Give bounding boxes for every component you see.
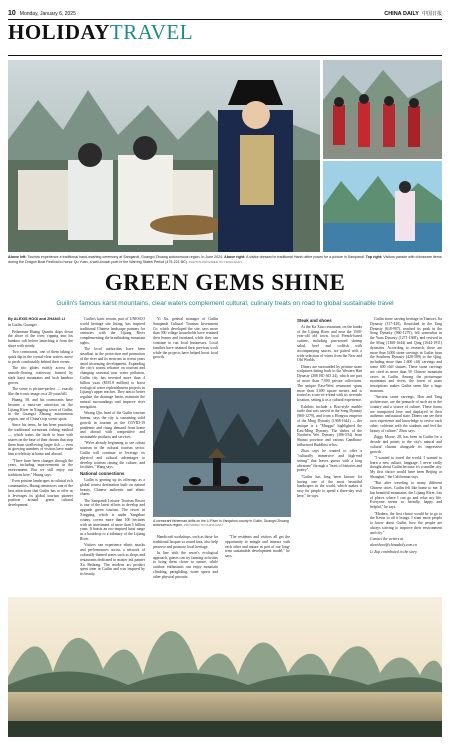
paragraph: The local authorities have been steadfast in the protection and promotion of the river and its environs in recent years amid increasing development. Expanding the city's tourist reliance on tourism and changing seasonal tour water pollution, Guilin city has invested more than 4 billion yuan ($555.8 million) to boost ecological water replenishment projects in Lijiang's upper reaches. They aim to better regulate the drainage basin, maintain the natural surroundings and improve river navigation. <box>80 347 145 409</box>
deck: Guilin's famous karst mountains, clear waters complement cultural, culinary treats on road to global sustainable travel <box>56 300 394 307</box>
paragraph: The scene is picture-perfect — exactly like the iconic image on a 20-yuan bill. <box>8 386 73 396</box>
side-photo-dragon-boat-parade <box>323 60 442 159</box>
photo-captions <box>8 255 442 264</box>
paragraph: The Sanqiandi Leisure Tourism Resort is one of the latest efforts to develop and upgrade green tourism. The resort in Xingping, which is under Yangshuo county, covers more than 100 hectares with an investment of more than 5 billion yuan. It boasts an eco-inspired karst range as a backdrop to a tributary of the Lijiang River. <box>80 498 145 542</box>
paragraph: Fisherman Huang Quanfu skips down the shore of the river, ripping into his bamboo raft before launching it from the shore with steady. <box>8 329 73 348</box>
paragraph: Huang, 58, and his cormorants have become a must-see attraction on the Lijiang River in Xingping town of Guilin, in the Guangxi Zhuang autonomous region, one of China's top scenic spots. <box>8 397 73 422</box>
page-header <box>8 8 442 19</box>
paragraph: "There have been changes through the years, including improvements in the environment. But we still enjoy our traditions here," Huang says. <box>8 458 73 477</box>
paragraph: At the Ka Xiao restaurant, on the banks of the Lijiang River and near the 1500-year-old old town, local French-based cuisine, including pan-seared shrimp salad, beef and codfish with accompanying sauces, are paired with a wide selection of wines from the New and Old Worlds. <box>297 324 362 363</box>
paragraph: Guilin stone carving heritage in Tianwei, Jia Dynasty (317-420), flourished in the Tang Dynasty (618-907), reached its peak in the Song Dynasty (960-1279), fell somewhat in the Yuan Dynasty (1271-1368), and revived in the Ming (1368-1644) and Qing (1644-1911) dynasties. According to research, there are more than 3,000 stone carvings in Guilin from the Southern Dynasty (420-589) to the Qing, including more than 1,600 cliff carvings and some 600 cliff statues. These stone carvings are cited as more than 50 Chinese mountain caves in Guilin. Among the picturesque mountains and rivers, the forest of stone inscriptions makes Guilin seem like a huge museum. <box>370 317 442 393</box>
ceremony-illustration <box>8 60 320 252</box>
paragraph: Guilin is gearing up its offerings as a global tourist destination built on natural beauty, Chinese authentic and ethnic charm. <box>80 478 145 497</box>
article-column-3-bottom <box>153 535 218 594</box>
paragraph: Wuang Qin, head of the Guilin tourism bureau, says the city is sustaining solid growth in tourism as the COVID-19 pandemic and rising demand from home and abroad with competitive and sustainable products and services. <box>80 411 145 440</box>
paragraph: Since his teens, he has been practicing the traditional cormorant fishing method — which trains the birds to hunt with snares on the base of their throats that stop them from swallowing larger fish — even as growing numbers of visitors have made him a celebrity at home and abroad. <box>8 423 73 457</box>
paragraph: "Modern, the first choice would be to go to the Kevin to all it brings. I want more people to know about Guilin, how the people are always striving to improve their environment and city." <box>370 511 442 535</box>
page-number: 10 <box>8 10 16 17</box>
article-column-4-bottom <box>225 535 290 594</box>
karst-illustration <box>8 597 442 737</box>
masthead <box>384 10 442 17</box>
caption-label-above-left: Above left: <box>8 255 27 259</box>
mid-caption-text: A cormorant fisherman drifts on the Li River in Yangshuo county in Guilin, Guangxi Zhuang autonomous region. <box>153 519 289 528</box>
article-column-5 <box>297 317 362 594</box>
section-rule <box>8 55 442 56</box>
paragraph: Visitors can experience ethnic snacks and performances across a network of culturally themed zones such as shops and restaurants dedicated to master ink painter Xu Beihong. The modern art product spent time in Guilin and was inspired by its beauty. <box>80 543 145 577</box>
article-column-6 <box>370 317 442 594</box>
paragraph: The trio glides swiftly across the smooth-flowing waterway, framed by stark karst mountains and lush bamboo groves. <box>8 366 73 385</box>
side-photo-hanfu-visitor <box>323 161 442 252</box>
contact-email: alexishooi@chinadaily.com.cn <box>370 543 417 548</box>
caption-label-top-right: Top right: <box>365 255 383 259</box>
paragraph: Exhibits include a Bixi-style marble turtle that was carved in the Song Dynasty (960-1279), and from a Hongwu emperor of the Ming Dynasty (1368-1644) — the antique is a "Mingpu" highlighted the East-Ming Dynasty. The dishes of the Northern Wei Dynasty (386-534) from Shanxi province and various Gandhara-influenced Buddhist relics. <box>297 404 362 447</box>
mid-caption-credit: PROVIDED TO CHINA DAILY <box>183 523 224 528</box>
subheading-national-connections: National connections <box>80 471 125 477</box>
section-title <box>8 22 193 43</box>
caption-above-left: Tourists experience a traditional hand-washing ceremony at Sanqiandi, Guangxi Zhuang autonomous region, in June 2024. <box>27 255 224 259</box>
paragraph: Handicraft workshops, such as those for traditional lacquer or round fans, also help preserve and promote local heritage. <box>153 535 218 549</box>
paragraph: "But after traveling to many different Chinese cities, Guilin felt like home to me. It has beautiful mountains, the Lijiang River, lots of places where I can go and relax my life. Everyone seems so friendly, happy and helpful," he says. <box>370 481 442 510</box>
mid-photo-caption <box>153 519 291 527</box>
paragraph: In line with the resort's ecological approach, guests can try farming activities to bring them closer to nature, while outdoor enthusiasts can enjoy mountain climbing, paragliding, water sports and other physical pursuits. <box>153 550 218 579</box>
hanfu-illustration <box>323 161 442 252</box>
paragraph: Two cormorants, one of them taking a quick dip in the crystal-clear waters, move to perch comfortably behind their owner. <box>8 350 73 364</box>
byline-authors: By ALEXIS HOOI and ZHANG LI <box>8 317 66 321</box>
paragraph: "We're already beginning to see robust tourism in the cultural tourism sector. Guilin will continue to leverage its physical and cultural advantages to develop tourism timing the culture, and facilities," Wang says. <box>80 441 145 470</box>
issue-date: Monday, January 6, 2025 <box>19 10 76 17</box>
caption-label-above-right: Above right: <box>224 255 246 259</box>
contributor-note: Li Ziqi contributed to the story. <box>370 549 418 554</box>
byline-location: in Guilin, Guangxi <box>8 323 37 328</box>
headline: GREEN GEMS SHINE <box>104 270 346 295</box>
caption-credit: PHOTOS PROVIDED TO CHINA DAILY <box>188 259 243 264</box>
paragraph: Even pristine landscapes in cultural rich communities, Huang reminisces one of the best attractions that Guilin has to offer as it leverages its global tourism pioneer position around green cultural development. <box>8 479 73 508</box>
subheading-steak-and-shoes: Steak and shoes <box>297 318 332 323</box>
paragraph: "Guilin has long been known for having one of the most beautiful landscapes in the world, which makes it easy for people to spend a three-day visit here," he says. <box>297 474 362 498</box>
article-column-1 <box>8 317 73 594</box>
contact-line: Contact the writers at <box>370 537 404 542</box>
paragraph: Zhou says he wanted to offer a "culturally immersive and high-end setting" that leaves guests with a long aftertaste" through a "feast of histories and poetry". <box>297 449 362 473</box>
brand-name-cn: 中国日报 <box>421 11 442 17</box>
section-title-bold: HOLIDAY <box>8 20 110 44</box>
parade-illustration <box>323 60 442 159</box>
paragraph: "The residents and visitors all get the opportunity to mingle and interact with each other and nature as part of our long-term sustainable development model," he says. <box>225 535 290 559</box>
paragraph: Yi Xu, general manager of Guilin Sanqiandi Cultural Tourism Investment Co, which developed the site, says more than 500 village households have retained their homes and farmland, while they can continue to run local businesses. Local families have retained their previous work while the projects have helped boost local growth. <box>153 317 218 360</box>
fisherman-illustration <box>153 388 291 517</box>
brand-name: CHINA DAILY <box>384 10 419 17</box>
article-column-2 <box>80 317 145 594</box>
paragraph: Ziggy Moore, 28, has been in Guilin for a decade and points to the city's natural and cultural charms alongside its impressive growth. <box>370 435 442 454</box>
section-title-light: TRAVEL <box>109 20 194 44</box>
bottom-photo-karst-landscape <box>8 597 442 737</box>
article-column-3-top <box>153 317 218 385</box>
paragraph: "Ancient stone carvings, Han and Tang architecture, are the pinnacle of such art in the country and a source of culture. These forms are transported here and displayed in their authentic and natural state. Diners can see their own experience and knowledge to revive each other, cultivate with the students and feel the beauty of culture," Zhou says. <box>370 395 442 433</box>
paragraph: "I wanted to travel the world, I wanted to learn a new culture, language. I never really thought about Guilin because it's a smaller city. My first choice would have been Beijing or Shanghai," the Californian says. <box>370 455 442 479</box>
paragraph: Guilin's karst terrain, part of UNESCO world heritage site listing, has inspired traditional Chinese landscape painters for centuries with the Lijiang River complementing the breathtaking mountain sights. <box>80 317 145 345</box>
mid-photo-cormorant-fisherman <box>153 388 291 517</box>
caption-above-right: A visitor dressed in traditional Hanfu attire poses for a picture in Sanqiandi. <box>246 255 365 259</box>
main-photo-hand-washing-ceremony <box>8 60 320 252</box>
paragraph: Diners are surrounded by pristine stone sculptures dating back to the Western Han Dynasty (206 BC-AD 24), which are part of more than 7,000 private collections. The unique East-West restaurant spans more than 3,000 square meters and is touted as a one-of-a-kind with its riverside location, setting it as a cultural experience. <box>297 364 362 403</box>
caption-top-right: Visitors parade with chinaware items during the Dragon Boat Festival to honor Qu Yuan, a well-known poet in the Warring States Period (475-221 BC). <box>8 255 442 264</box>
